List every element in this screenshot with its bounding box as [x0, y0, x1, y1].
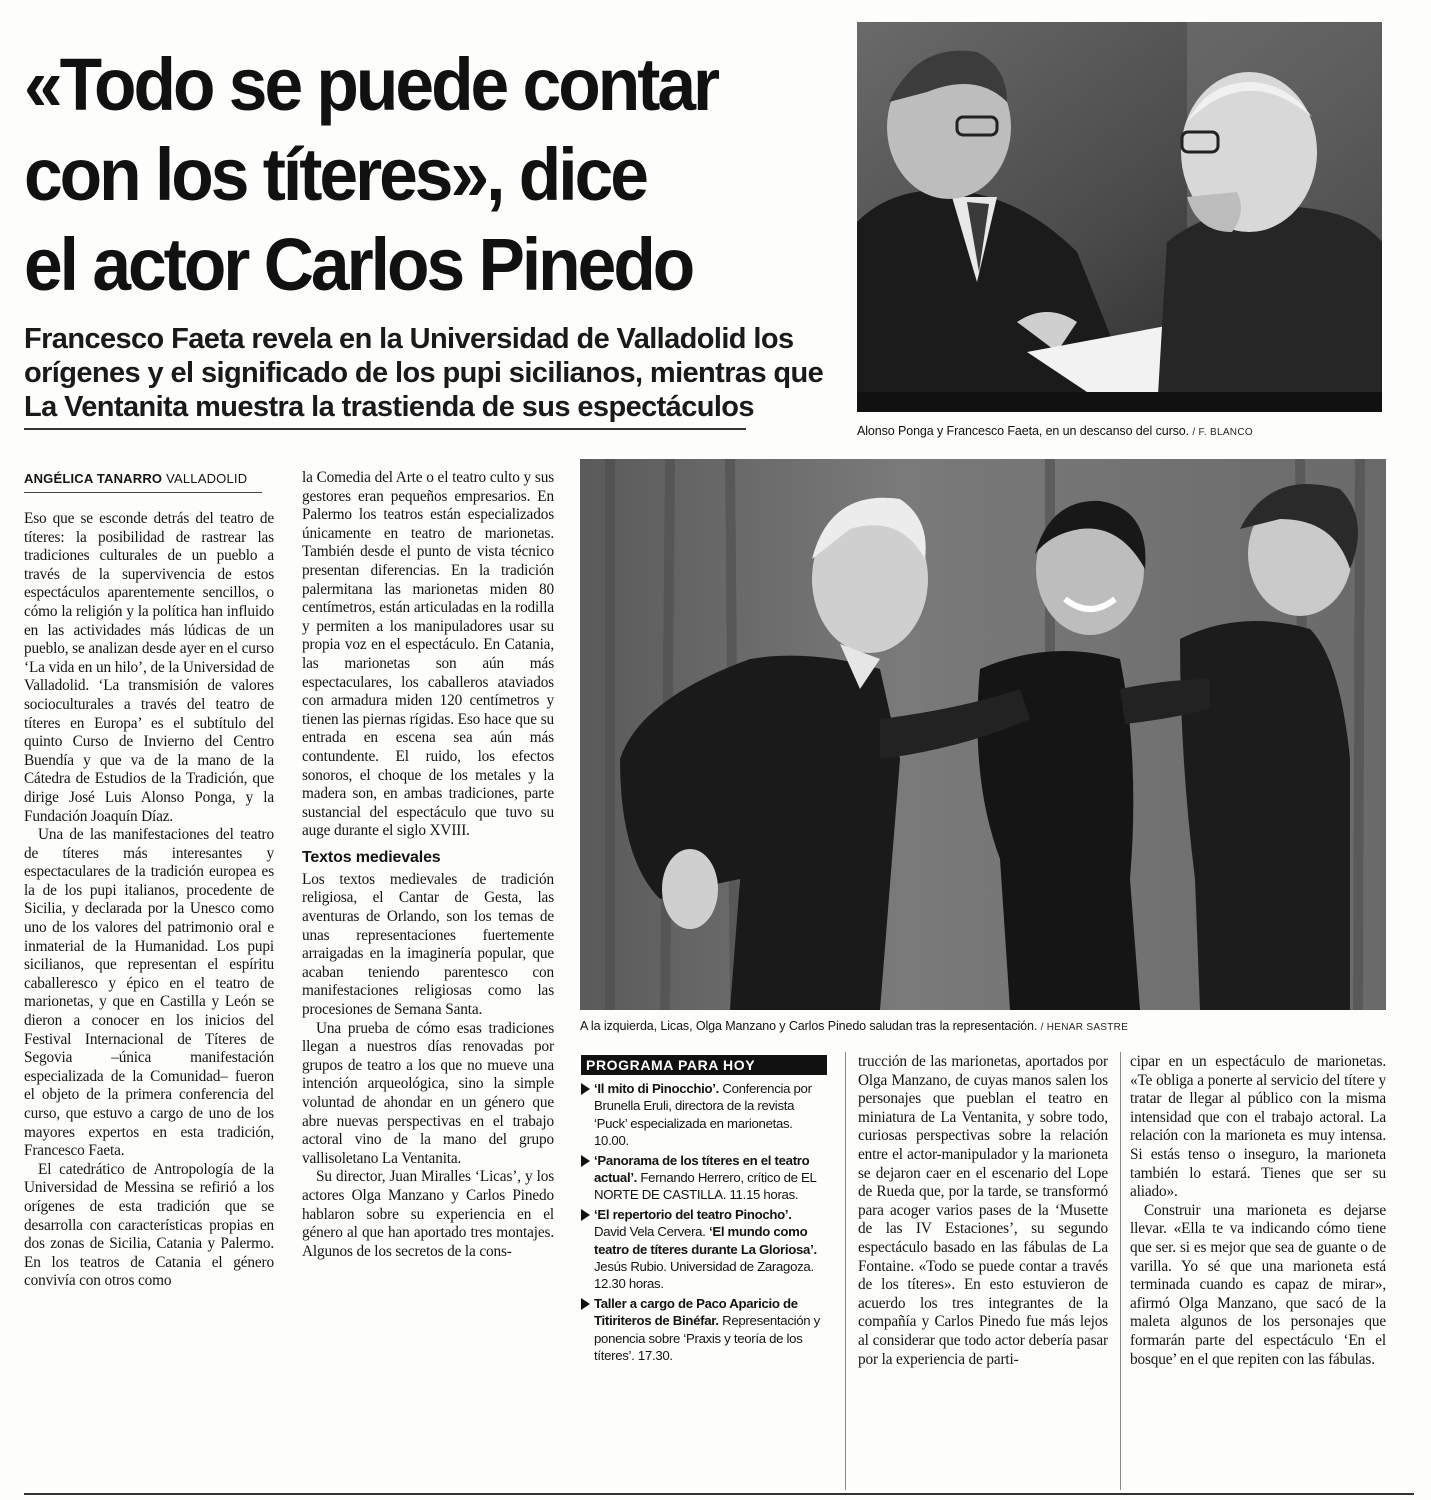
program-item-title: ‘El mundo como teatro de títeres durante La Gloriosa’.	[594, 1224, 817, 1257]
triangle-bullet-icon	[581, 1083, 590, 1095]
byline-place: VALLADOLID	[166, 471, 248, 486]
paragraph: trucción de las marionetas, aportados por Olga Manzano, de cuyas manos salen los personajes que pueblan el teatro en miniatura de La Ventanita, y sobre todo, curiosas perspectivas sobre la relación entre el actor-manipulador y la marioneta se dejaron caer en el escenario del Lope de Rueda que, por la tarde, se transformó para acoger varios pases de la ‘Musette de las IV Estaciones’, su segundo espectáculo basado en las fábulas de La Fontaine. «Todo se puede contar a través de los títeres». En esto estuvieron de acuerdo los tres integrantes de la compañía y Carlos Pinedo fue más lejos al considerar que todo actor debería pasar por la experiencia de parti-	[858, 1053, 1108, 1368]
column-divider	[1120, 1052, 1121, 1490]
article-column-1	[24, 510, 274, 1291]
paragraph: la Comedia del Arte o el teatro culto y sus gestores eran pequeños empresarios. En Palermo los teatros están especializados únicamente en teatro de marionetas. También desde el punto de vista técnico presentan diferencias. En la tradición palermitana las marionetas miden 80 centímetros, están articuladas en la rodilla y permiten a los manipuladores usar su propia voz en el espectáculo. En Catania, las marionetas son aún más espectaculares, los caballeros ataviados con armadura miden 120 centímetros y tienen las piernas rígidas. Eso hace que su entrada en escena sea aún más contundente. El ruido, los efectos sonoros, el choque de los metales y la madera son, en ambas tradiciones, parte sustancial del espectáculo que tuvo su auge durante el siglo XVIII.	[302, 469, 554, 840]
photo-credit: / F. BLANCO	[1192, 427, 1253, 438]
program-item-title: ‘Il mito di Pinocchio’.	[594, 1081, 719, 1096]
subheadline-line: La Ventanita muestra la trastienda de sus espectáculos	[24, 391, 754, 423]
photo-top-illustration	[857, 22, 1382, 412]
program-item-body: Conferencia por Brunella Eruli, directora de la revista ‘Puck’ especializada en marionetas. 10.00.	[594, 1081, 812, 1149]
paragraph: Una de las manifestaciones del teatro de títeres más interesantes y espectaculares de la tradición europea es la de los pupi italianos, procedente de Sicilia, y declarada por la Unesco como uno de los valores del patrimonio oral e inmaterial de la Humanidad. Los pupi sicilianos, que representan el espíritu caballeresco y épico en el teatro de marionetas, y que en Castilla y León se dieron a conocer en los inicios del Festival Internacional de Títeres de Segovia –única manifestación especializada de la Comunidad– fueron el objeto de la primera conferencia del curso, que estuvo a cargo de uno de los mayores expertos en esta tradición, Francesco Faeta.	[24, 826, 274, 1160]
subheadline	[24, 322, 824, 424]
photo-top-caption	[857, 424, 1253, 438]
program-item	[581, 1206, 827, 1293]
program-box	[581, 1080, 827, 1367]
program-item-title: ‘El repertorio del teatro Pinocho’.	[594, 1206, 792, 1222]
headline	[24, 40, 776, 310]
program-item-body: Jesús Rubio. Universidad de Zaragoza. 12.30 horas.	[594, 1259, 814, 1292]
program-item-body: David Vela Cervera.	[594, 1224, 709, 1240]
byline	[24, 471, 262, 493]
program-item-title: Taller a cargo de Paco Aparicio de Titiriteros de Binéfar.	[594, 1295, 798, 1329]
program-item-body: Fernando Herrero, crítico de EL NORTE DE CASTILLA. 11.15 horas.	[594, 1170, 817, 1203]
article-column-4	[858, 1053, 1108, 1369]
program-item	[581, 1080, 827, 1150]
caption-text: A la izquierda, Licas, Olga Manzano y Carlos Pinedo saludan tras la representación.	[580, 1019, 1038, 1033]
triangle-bullet-icon	[581, 1298, 590, 1310]
paragraph: Su director, Juan Miralles ‘Licas’, y los actores Olga Manzano y Carlos Pinedo hablaron sobre su experiencia en el género al que han aportado tres montajes. Algunos de los secretos de la cons-	[302, 1168, 554, 1260]
column-divider	[845, 1052, 846, 1490]
article-column-2	[302, 469, 554, 1261]
subheadline-line: Francesco Faeta revela en la Universidad de Valladolid los	[24, 323, 794, 355]
program-item	[581, 1295, 827, 1365]
headline-line: con los títeres», dice	[24, 133, 646, 216]
paragraph: Eso que se esconde detrás del teatro de títeres: la posibilidad de rastrear las tradiciones culturales de un pueblo a través de la supervivencia de estos espectáculos aparentemente sencillos, o cómo la religión y la política han influido en las actividades más lúdicas de un pueblo, se analizan desde ayer en el curso ‘La vida en un hilo’, de la Universidad de Valladolid. ‘La transmisión de valores socioculturales a través del teatro de títeres en Europa’ es el subtítulo del quinto Curso de Invierno del Centro Buendía y que va de la mano de la Cátedra de Estudios de la Tradición, que dirige José Luis Alonso Ponga, y la Fundación Joaquín Díaz.	[24, 510, 274, 825]
headline-line: «Todo se puede contar	[24, 43, 718, 126]
photo-main-caption	[580, 1019, 1128, 1033]
paragraph: Una prueba de cómo esas tradiciones llegan a nuestros días renovadas por grupos de teatro a los que no mueve una intención arqueológica, sino la simple voluntad de ahondar en un género que abre nuevas perspectivas en el trabajo actoral vino de la mano del grupo vallisoletano La Ventanita.	[302, 1019, 554, 1167]
program-item-body: Representación y ponencia sobre ‘Praxis y teoría de los títeres’. 17.30.	[594, 1313, 820, 1364]
byline-author: ANGÉLICA TANARRO	[24, 471, 163, 486]
caption-text: Alonso Ponga y Francesco Faeta, en un descanso del curso.	[857, 424, 1190, 438]
program-item-title: ‘Panorama de los títeres en el teatro actual’.	[594, 1152, 810, 1186]
paragraph: Construir una marioneta es dejarse llevar. «Ella te va indicando cómo tiene que ser. si es mejor que sea de guante o de varilla. Yo sé que una marioneta está terminada cuando es capaz de mirar», afirmó Olga Manzano, que sacó de la maleta algunos de los personajes que formarán parte del espectáculo ‘En el bosque’ en el que repiten con las fábulas.	[1130, 1201, 1386, 1368]
page-bottom-rule	[24, 1493, 1414, 1495]
photo-main	[580, 459, 1386, 1010]
paragraph: Los textos medievales de tradición religiosa, el Cantar de Gesta, las aventuras de Orlando, son los temas de unas representaciones fuertemente arraigadas en la imaginería popular, que acaban teniendo parentesco con manifestaciones religiosas como las procesiones de Semana Santa.	[302, 870, 554, 1019]
headline-line: el actor Carlos Pinedo	[24, 223, 693, 306]
subheadline-line: orígenes y el significado de los pupi sicilianos, mientras que	[24, 357, 824, 389]
photo-top	[857, 22, 1382, 412]
paragraph: cipar en un espectáculo de marionetas. «Te obliga a ponerte al servicio del títere y tratar de llegar al público con la misma intensidad que con el trabajo actoral. La relación con la marioneta es muy intensa. Si estás tenso o inseguro, la marioneta también lo estará. Tienes que ser su aliado».	[1130, 1053, 1386, 1201]
photo-credit: / HENAR SASTRE	[1040, 1022, 1129, 1033]
program-item	[581, 1152, 827, 1204]
program-box-title: PROGRAMA PARA HOY	[581, 1055, 827, 1075]
section-subheading: Textos medievales	[302, 848, 441, 866]
photo-main-illustration	[580, 459, 1386, 1010]
subhead-divider	[24, 428, 746, 430]
article-column-5	[1130, 1053, 1386, 1369]
triangle-bullet-icon	[581, 1155, 590, 1167]
triangle-bullet-icon	[581, 1209, 590, 1221]
paragraph: El catedrático de Antropología de la Universidad de Messina se refirió a los orígenes de esta tradición que se desarrolla con características propias en dos zonas de Sicilia, Catania y Palermo. En los teatros de Catania el género convivía con otros como	[24, 1160, 274, 1290]
